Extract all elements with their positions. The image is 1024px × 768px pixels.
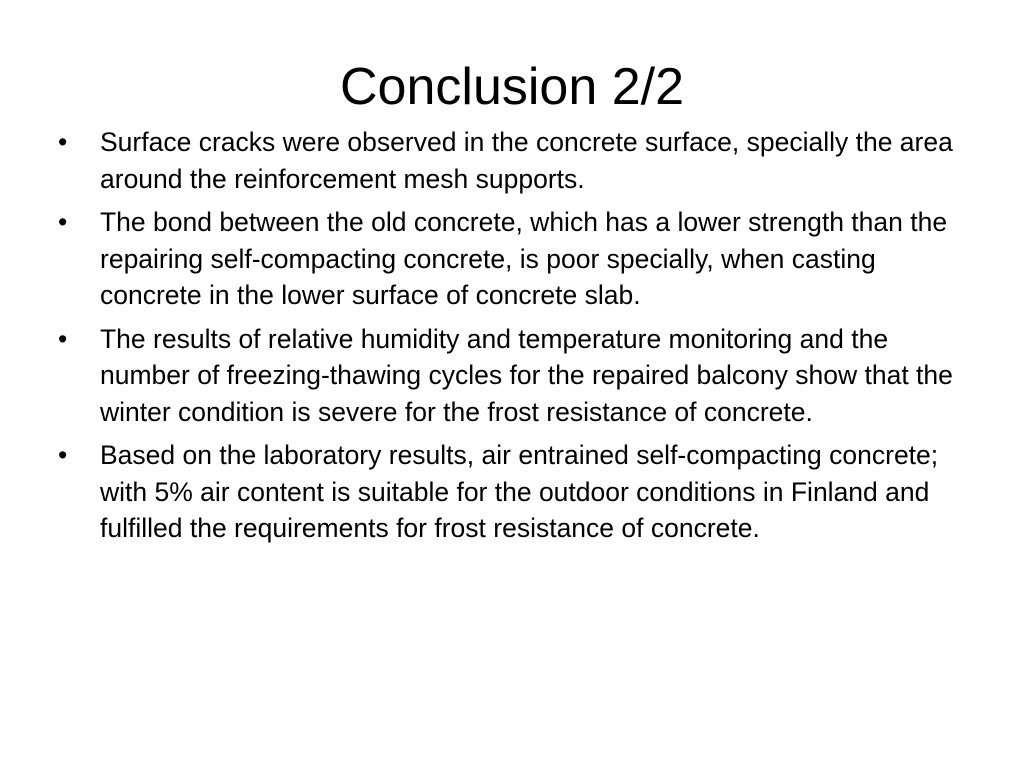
- bullet-item: [58, 437, 958, 547]
- bullet-marker: •: [58, 207, 68, 237]
- bullet-text: The bond between the old concrete, which has a lower strength than the repairing self-compacting concrete, is poor specially, when casting concrete in the lower surface of concrete slab.: [100, 207, 948, 310]
- slide-title: Conclusion 2/2: [340, 58, 684, 116]
- bullet-item: [58, 124, 958, 197]
- bullet-marker: •: [58, 127, 68, 157]
- bullet-list: [58, 124, 958, 554]
- bullet-item: [58, 321, 958, 431]
- bullet-text: The results of relative humidity and temperature monitoring and the number of freezing-thawing cycles for the repaired balcony show that the winter condition is severe for the frost resistance of concrete.: [100, 323, 953, 427]
- bullet-marker: •: [58, 323, 68, 354]
- bullet-marker: •: [58, 440, 68, 470]
- bullet-item: [58, 204, 958, 314]
- bullet-text: Based on the laboratory results, air entrained self-compacting concrete; with 5% air content is suitable for the outdoor conditions in Finland and fulfilled the requirements for frost resistance of concrete.: [100, 440, 939, 543]
- bullet-text: Surface cracks were observed in the concrete surface, specially the area around the reinforcement mesh supports.: [100, 127, 953, 194]
